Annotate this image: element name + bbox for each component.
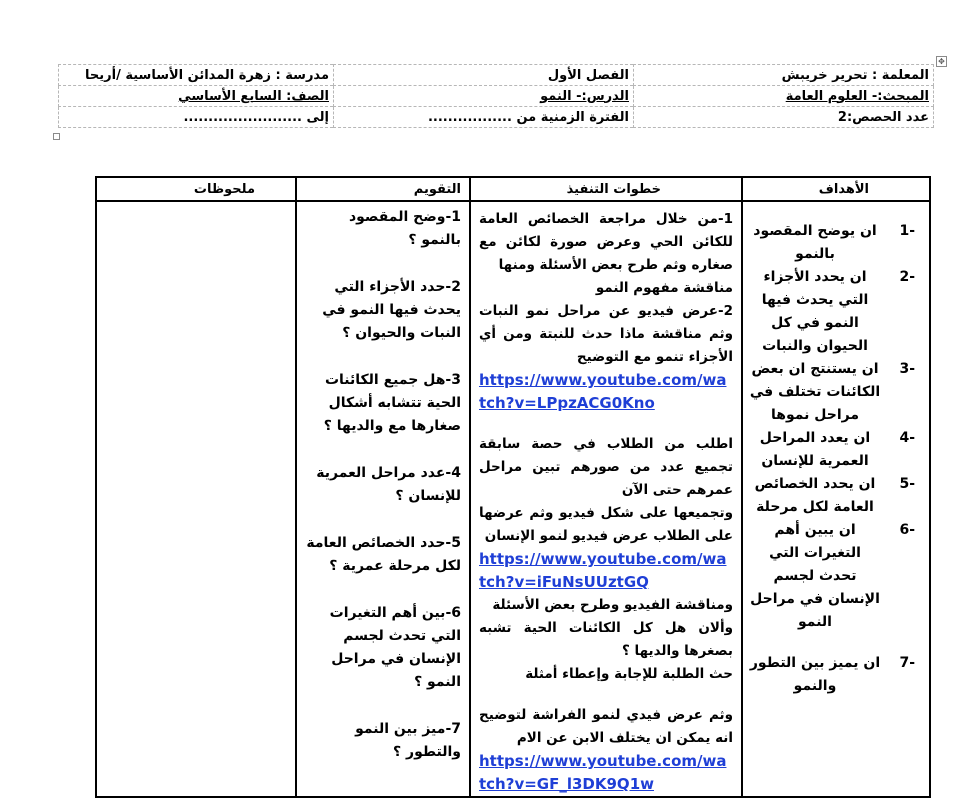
goals-header: الأهداف	[742, 177, 930, 201]
evaluation-item: 7-ميز بين النمو والتطور ؟	[355, 721, 461, 760]
step-text: 2-عرض فيديو عن مراحل نمو النبات وثم مناقشة ماذا حدث للنبتة ومن أي الأجزاء تنمو مع التوضيح	[479, 303, 733, 365]
notes-cell[interactable]	[96, 201, 296, 797]
timeframe: الفترة الزمنية من .................	[334, 107, 634, 128]
steps-header: خطوات التنفيذ	[470, 177, 742, 201]
step-text: وتجميعها على شكل فيديو وثم عرضها على الطلاب عرض فيديو لنمو الإنسان	[479, 505, 733, 544]
video-link[interactable]: https://www.youtube.com/watch?v=iFuNsUUztGQ	[479, 550, 727, 591]
evaluation-item: 3-هل جميع الكائنات الحية تتشابه أشكال صغارها مع والديها ؟	[323, 372, 461, 434]
table-move-handle[interactable]: ✥	[936, 56, 947, 67]
step-text: ومناقشة الفيديو وطرح بعض الأسئلة	[492, 597, 733, 613]
evaluation-header: التقويم	[296, 177, 470, 201]
evaluation-item: 6-بين أهم التغيرات التي تحدث لجسم الإنسان في مراحل النمو ؟	[329, 605, 461, 690]
subject: المبحث:- العلوم العامة	[634, 86, 934, 107]
step-text: مناقشة مفهوم النمو	[595, 280, 733, 296]
video-link[interactable]: https://www.youtube.com/watch?v=GF_l3DK9Q1w	[479, 752, 727, 793]
goal-item: -3 ان يستنتج ان بعض الكائنات تختلف في مراحل نموها	[749, 361, 915, 423]
evaluation-cell	[296, 201, 470, 797]
goal-item: -7 ان يميز بين التطور والنمو	[749, 655, 915, 694]
goals-cell	[742, 201, 930, 797]
evaluation-item: 1-وضح المقصود بالنمو ؟	[348, 209, 461, 248]
goal-item: -4 ان يعدد المراحل العمرية للإنسان	[759, 430, 915, 469]
step-text: 1-من خلال مراجعة الخصائص العامة للكائن الحي وعرض صورة لكائن مع صغاره وثم طرح بعض الأسئلة ومنها	[479, 211, 733, 273]
term: الفصل الأول	[334, 65, 634, 86]
evaluation-item: 2-حدد الأجزاء التي يحدث فيها النمو في النبات والحيوان ؟	[322, 279, 461, 341]
step-text: حث الطلبة للإجابة وإعطاء أمثلة	[525, 666, 733, 682]
notes-header: ملحوظات	[96, 177, 296, 201]
table-resize-handle[interactable]	[53, 133, 60, 140]
video-link[interactable]: https://www.youtube.com/watch?v=LPpzACG0Kno	[479, 371, 727, 412]
timeframe-to: إلى ........................	[59, 107, 334, 128]
teacher-name: المعلمة : تحرير خريبش	[634, 65, 934, 86]
periods-count: عدد الحصص:2	[634, 107, 934, 128]
goal-item: -1 ان يوضح المقصود بالنمو	[753, 223, 915, 262]
school-name: مدرسة : زهرة المدائن الأساسية /أريحا	[59, 65, 334, 86]
header-info-table	[58, 64, 934, 128]
grade: الصف: السابع الأساسي	[59, 86, 334, 107]
lesson-plan-table	[95, 176, 931, 798]
step-text: اطلب من الطلاب في حصة سابقة تجميع عدد من صورهم تبين مراحل عمرهم حتى الآن	[479, 436, 733, 498]
step-text: وألان هل كل الكائنات الحية تشبه بصغرها والديها ؟	[479, 620, 733, 659]
goal-item: -2 ان يحدد الأجزاء التي يحدث فيها النمو في كل الحيوان والنبات	[761, 269, 915, 354]
steps-cell	[470, 201, 742, 797]
evaluation-item: 4-عدد مراحل العمرية للإنسان ؟	[316, 465, 461, 504]
goal-item: -5 ان يحدد الخصائص العامة لكل مرحلة	[754, 476, 915, 515]
lesson: الدرس:- النمو	[334, 86, 634, 107]
step-text: وثم عرض فيدي لنمو الفراشة لتوضيح انه يمكن ان يختلف الابن عن الام	[479, 707, 733, 746]
goal-item: -6 ان يبين أهم التغيرات التي تحدث لجسم الإنسان في مراحل النمو	[750, 522, 915, 630]
evaluation-item: 5-حدد الخصائص العامة لكل مرحلة عمرية ؟	[306, 535, 461, 574]
